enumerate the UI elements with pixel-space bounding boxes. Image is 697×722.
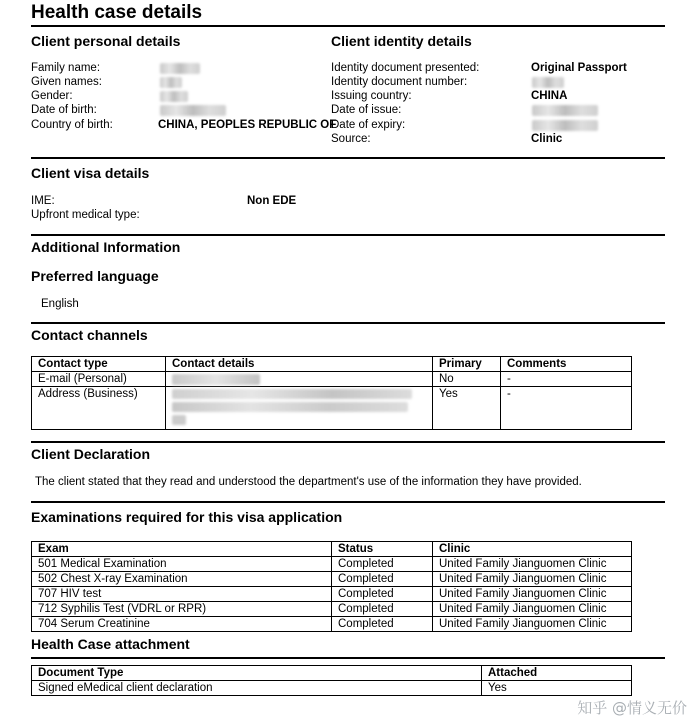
examinations-heading: Examinations required for this visa application bbox=[31, 509, 343, 525]
status-cell: Completed bbox=[332, 557, 433, 572]
contact-details-cell bbox=[166, 387, 433, 430]
exam-cell: 502 Chest X-ray Examination bbox=[32, 572, 332, 587]
gender-label: Gender: bbox=[31, 90, 73, 102]
column-header: Status bbox=[332, 542, 433, 557]
table-row bbox=[32, 387, 632, 430]
clinic-cell: United Family Jianguomen Clinic bbox=[433, 602, 632, 617]
preferred-language-value: English bbox=[41, 298, 79, 310]
client-declaration-heading: Client Declaration bbox=[31, 446, 151, 462]
exam-cell: 707 HIV test bbox=[32, 587, 332, 602]
column-header: Primary bbox=[433, 357, 501, 372]
table-header-row bbox=[32, 357, 632, 372]
status-cell: Completed bbox=[332, 617, 433, 632]
divider bbox=[31, 657, 665, 659]
comments-cell: - bbox=[501, 387, 632, 430]
country-of-birth-value: CHINA, PEOPLES REPUBLIC OF bbox=[158, 119, 337, 131]
primary-cell: No bbox=[433, 372, 501, 387]
clinic-cell: United Family Jianguomen Clinic bbox=[433, 617, 632, 632]
contact-type-cell: E-mail (Personal) bbox=[32, 372, 166, 387]
redacted-doc-number bbox=[532, 77, 564, 88]
exam-cell: 712 Syphilis Test (VDRL or RPR) bbox=[32, 602, 332, 617]
declaration-text: The client stated that they read and understood the department's use of the information they have provided. bbox=[35, 476, 582, 488]
table-row bbox=[32, 617, 632, 632]
ime-value: Non EDE bbox=[247, 195, 297, 207]
attachment-table bbox=[31, 665, 632, 696]
clinic-cell: United Family Jianguomen Clinic bbox=[433, 572, 632, 587]
divider bbox=[31, 441, 665, 443]
given-names-label: Given names: bbox=[31, 76, 102, 88]
doc-number-label: Identity document number: bbox=[331, 76, 468, 88]
attached-cell: Yes bbox=[482, 681, 632, 696]
comments-cell: - bbox=[501, 372, 632, 387]
redacted-family-name bbox=[160, 63, 200, 74]
status-cell: Completed bbox=[332, 572, 433, 587]
issuing-country-label: Issuing country: bbox=[331, 90, 412, 102]
issuing-country-value: CHINA bbox=[531, 90, 568, 102]
exam-cell: 501 Medical Examination bbox=[32, 557, 332, 572]
visa-details-heading: Client visa details bbox=[31, 165, 150, 181]
table-header-row bbox=[32, 542, 632, 557]
source-value: Clinic bbox=[531, 133, 563, 145]
additional-info-heading: Additional Information bbox=[31, 239, 181, 255]
contact-table bbox=[31, 356, 632, 430]
divider bbox=[31, 25, 665, 27]
column-header: Contact type bbox=[32, 357, 166, 372]
identity-details-heading: Client identity details bbox=[331, 33, 472, 49]
redacted-given-names bbox=[160, 77, 182, 88]
column-header: Contact details bbox=[166, 357, 433, 372]
redacted-date-of-issue bbox=[532, 105, 598, 116]
divider bbox=[31, 501, 665, 503]
contact-channels-heading: Contact channels bbox=[31, 327, 148, 343]
contact-details-cell bbox=[166, 372, 433, 387]
status-cell: Completed bbox=[332, 602, 433, 617]
table-row bbox=[32, 557, 632, 572]
date-of-expiry-label: Date of expiry: bbox=[331, 119, 406, 131]
clinic-cell: United Family Jianguomen Clinic bbox=[433, 557, 632, 572]
divider bbox=[31, 234, 665, 236]
redacted-dob bbox=[160, 105, 226, 116]
doc-presented-value: Original Passport bbox=[531, 62, 627, 74]
health-case-attachment-heading: Health Case attachment bbox=[31, 636, 190, 652]
status-cell: Completed bbox=[332, 587, 433, 602]
column-header: Clinic bbox=[433, 542, 632, 557]
table-header-row bbox=[32, 666, 632, 681]
doc-presented-label: Identity document presented: bbox=[331, 62, 480, 74]
column-header: Exam bbox=[32, 542, 332, 557]
personal-details-heading: Client personal details bbox=[31, 33, 181, 49]
family-name-label: Family name: bbox=[31, 62, 101, 74]
exam-cell: 704 Serum Creatinine bbox=[32, 617, 332, 632]
examinations-table bbox=[31, 541, 632, 632]
column-header: Attached bbox=[482, 666, 632, 681]
country-of-birth-label: Country of birth: bbox=[31, 119, 113, 131]
column-header: Comments bbox=[501, 357, 632, 372]
page-title: Health case details bbox=[31, 2, 203, 23]
upfront-medical-label: Upfront medical type: bbox=[31, 209, 140, 221]
document-type-cell: Signed eMedical client declaration bbox=[32, 681, 482, 696]
primary-cell: Yes bbox=[433, 387, 501, 430]
watermark: 知乎 @情义无价 bbox=[577, 699, 687, 717]
table-row bbox=[32, 602, 632, 617]
date-of-issue-label: Date of issue: bbox=[331, 104, 402, 116]
clinic-cell: United Family Jianguomen Clinic bbox=[433, 587, 632, 602]
table-row bbox=[32, 587, 632, 602]
column-header: Document Type bbox=[32, 666, 482, 681]
contact-type-cell: Address (Business) bbox=[32, 387, 166, 430]
table-row bbox=[32, 372, 632, 387]
redacted-gender bbox=[160, 91, 188, 102]
ime-label: IME: bbox=[31, 195, 55, 207]
divider bbox=[31, 157, 665, 159]
table-row bbox=[32, 681, 632, 696]
preferred-language-heading: Preferred language bbox=[31, 268, 159, 284]
dob-label: Date of birth: bbox=[31, 104, 97, 116]
table-row bbox=[32, 572, 632, 587]
source-label: Source: bbox=[331, 133, 371, 145]
divider bbox=[31, 322, 665, 324]
redacted-date-of-expiry bbox=[532, 120, 598, 131]
